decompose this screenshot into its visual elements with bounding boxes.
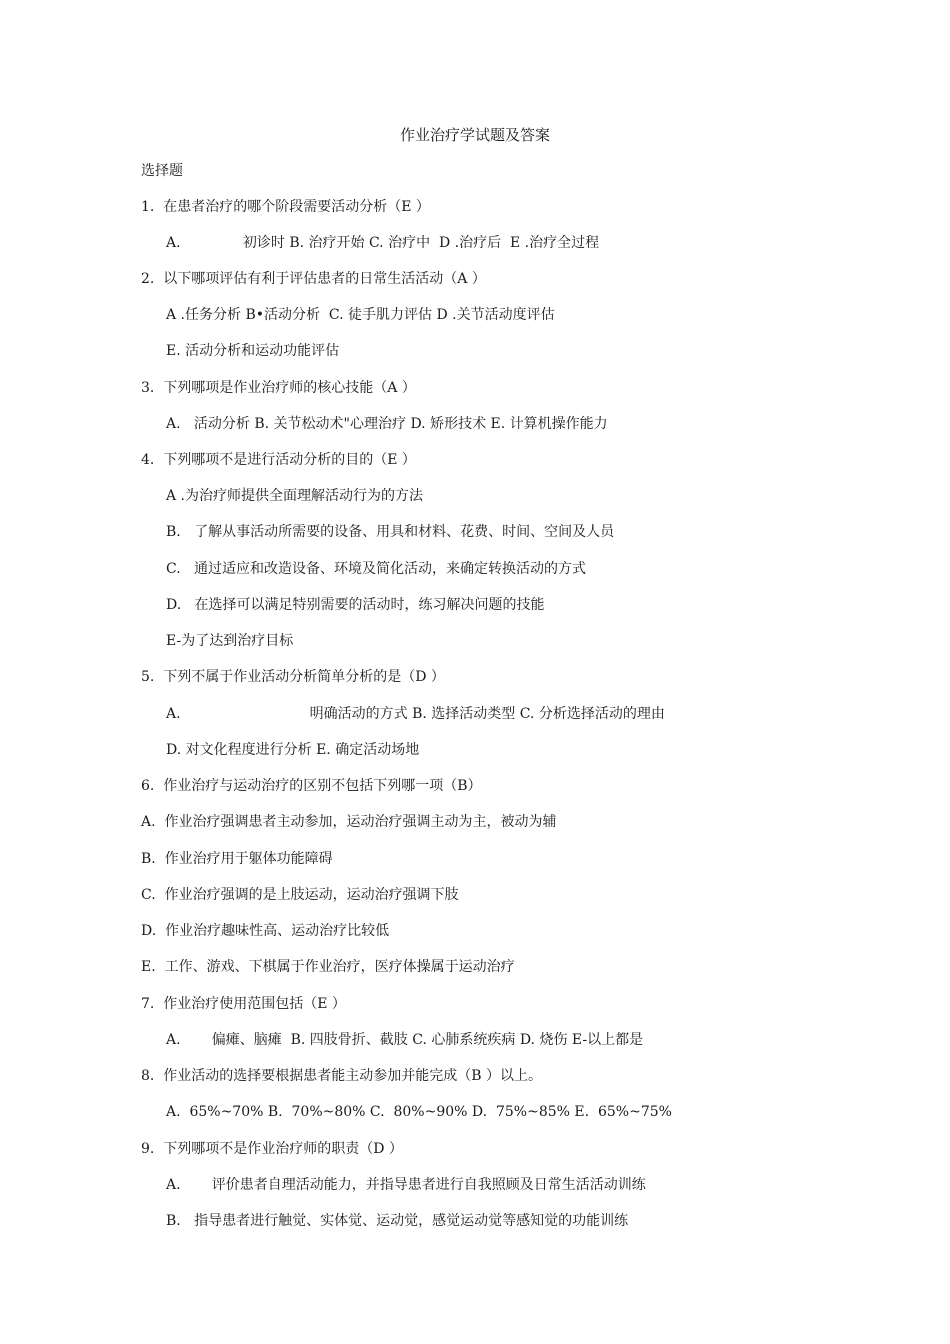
question-4-option-b: B. 了解从事活动所需要的设备、用具和材料、花费、时间、空间及人员 — [166, 524, 615, 540]
question-6-option-d: D. 作业治疗趣味性高、运动治疗比较低 — [141, 923, 390, 939]
section-heading: 选择题 — [141, 163, 183, 179]
question-5-options: A. 明确活动的方式 B. 选择活动类型 C. 分析选择活动的理由 — [166, 706, 665, 722]
question-1: 1. 在患者治疗的哪个阶段需要活动分析（E ） — [141, 199, 430, 215]
question-8: 8. 作业活动的选择要根据患者能主动参加并能完成（B ）以上。 — [141, 1068, 542, 1084]
question-2: 2. 以下哪项评估有利于评估患者的日常生活活动（A ） — [141, 271, 486, 287]
question-4-option-d: D. 在选择可以满足特别需要的活动时，练习解决问题的技能 — [166, 597, 545, 613]
question-9-option-b: B. 指导患者进行触觉、实体觉、运动觉，感觉运动觉等感知觉的功能训练 — [166, 1213, 629, 1229]
question-4-option-c: C. 通过适应和改造设备、环境及简化活动，来确定转换活动的方式 — [166, 561, 587, 577]
question-1-options: A. 初诊时 B. 治疗开始 C. 治疗中 D .治疗后 E .治疗全过程 — [166, 235, 600, 251]
question-3-options: A. 活动分析 B. 关节松动术"心理治疗 D. 矫形技术 E. 计算机操作能力 — [166, 416, 608, 432]
question-8-options: A. 65%~70% B. 70%~80% C. 80%~90% D. 75%~85% E. 65%~75% — [166, 1104, 672, 1120]
question-4-option-a: A .为治疗师提供全面理解活动行为的方法 — [166, 488, 424, 504]
question-6-option-e: E. 工作、游戏、下棋属于作业治疗，医疗体操属于运动治疗 — [141, 959, 515, 975]
question-4-option-e: E-为了达到治疗目标 — [166, 633, 294, 649]
question-2-options: A .任务分析 B•活动分析 C. 徒手肌力评估 D .关节活动度评估 — [166, 307, 555, 323]
question-9-option-a: A. 评价患者自理活动能力，并指导患者进行自我照顾及日常生活活动训练 — [166, 1177, 646, 1193]
question-3: 3. 下列哪项是作业治疗师的核心技能（A ） — [141, 380, 416, 396]
question-6-option-b: B. 作业治疗用于躯体功能障碍 — [141, 851, 333, 867]
question-6-option-c: C. 作业治疗强调的是上肢运动，运动治疗强调下肢 — [141, 887, 459, 903]
question-6-option-a: A. 作业治疗强调患者主动参加，运动治疗强调主动为主，被动为辅 — [141, 814, 557, 830]
question-2-options-cont: E. 活动分析和运动功能评估 — [166, 343, 340, 359]
question-5: 5. 下列不属于作业活动分析简单分析的是（D ） — [141, 669, 445, 685]
question-4: 4. 下列哪项不是进行活动分析的目的（E ） — [141, 452, 416, 468]
question-7-options: A. 偏瘫、脑瘫 B. 四肢骨折、截肢 C. 心肺系统疾病 D. 烧伤 E-以上都是 — [166, 1032, 644, 1048]
question-6: 6. 作业治疗与运动治疗的区别不包括下列哪一项（B） — [141, 778, 482, 794]
question-5-options-cont: D. 对文化程度进行分析 E. 确定活动场地 — [166, 742, 420, 758]
question-7: 7. 作业治疗使用范围包括（E ） — [141, 996, 346, 1012]
document-title: 作业治疗学试题及答案 — [399, 126, 550, 144]
question-9: 9. 下列哪项不是作业治疗师的职责（D ） — [141, 1141, 403, 1157]
